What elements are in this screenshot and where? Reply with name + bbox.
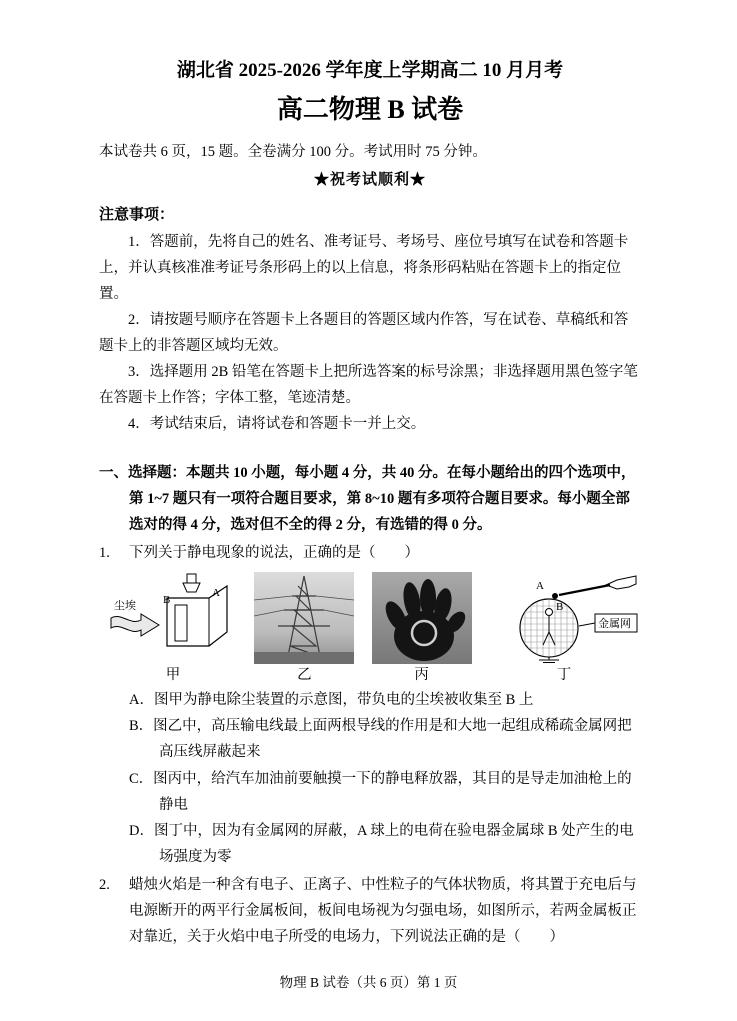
question-1-stem xyxy=(99,540,641,566)
question-2 xyxy=(99,872,641,950)
question-1 xyxy=(99,540,641,870)
dust-collector-figure xyxy=(109,572,237,664)
question-1-text: 下列关于静电现象的说法，正确的是（ ） xyxy=(129,544,419,561)
question-2-stem xyxy=(99,872,641,950)
notice-item-2: 2．请按题号顺序在答题卡上各题目的答题区域内作答，写在试卷、草稿纸和答题卡上的非答题区域均无效。 xyxy=(99,312,629,355)
figure-bing xyxy=(372,572,472,685)
ding-label-b: B xyxy=(555,600,564,613)
jia-label-b: B xyxy=(163,593,171,606)
exam-info-line: 本试卷共 6 页，15 题。全卷满分 100 分。考试用时 75 分钟。 xyxy=(99,143,487,160)
figure-bing-caption: 丙 xyxy=(414,666,429,683)
figure-jia-caption: 甲 xyxy=(165,666,181,683)
electroscope-figure xyxy=(489,572,639,664)
figure-jia xyxy=(109,572,237,685)
notice-heading: 注意事项： xyxy=(99,206,175,223)
figure-yi-caption: 乙 xyxy=(297,666,312,683)
notice-item-1: 1．答题前，先将自己的姓名、准考证号、考场号、座位号填写在试卷和答题卡上，并认真核准准考证号条形码上的以上信息，将条形码粘贴在答题卡上的指定位置。 xyxy=(99,233,629,303)
transmission-tower-figure xyxy=(254,572,354,664)
figure-ding xyxy=(489,572,639,685)
question-1-option-c: C．图丙中，给汽车加油前要触摸一下的静电释放器，其目的是导走加油枪上的静电 xyxy=(129,770,632,813)
question-2-text: 蜡烛火焰是一种含有电子、正离子、中性粒子的气体状物质，将其置于充电后与电源断开的两平行金属板间，板间电场视为匀强电场，如图所示，若两金属板正对靠近，关于火焰中电子所受的电场力，下列说法正确的是（ ） xyxy=(129,876,637,946)
glove-figure xyxy=(372,572,472,664)
page-footer: 物理 B 试卷（共 6 页）第 1 页 xyxy=(279,974,458,990)
question-1-figures xyxy=(109,572,639,685)
figure-ding-caption: 丁 xyxy=(556,666,572,683)
exam-title: 湖北省 2025-2026 学年度上学期高二 10 月月考 xyxy=(176,60,564,81)
ding-label-a: A xyxy=(535,579,544,592)
exam-subtitle: 高二物理 B 试卷 xyxy=(276,94,464,124)
notice-item-4: 4．考试结束后，请将试卷和答题卡一并上交。 xyxy=(128,416,426,433)
question-1-option-a: A．图甲为静电除尘装置的示意图，带负电的尘埃被收集至 B 上 xyxy=(129,692,534,709)
question-1-option-d: D．图丁中，因为有金属网的屏蔽，A 球上的电荷在验电器金属球 B 处产生的电场强度为零 xyxy=(129,822,634,865)
jia-dust-label: 尘埃 xyxy=(114,599,136,612)
question-1-option-b: B．图乙中，高压输电线最上面两根导线的作用是和大地一起组成稀疏金属网把高压线屏蔽起来 xyxy=(129,718,632,761)
question-1-number: 1. xyxy=(99,544,110,561)
section-choice-heading: 一、选择题：本题共 10 小题，每小题 4 分，共 40 分。在每小题给出的四个选项中，第 1~7 题只有一项符合题目要求，第 8~10 题有多项符合题目要求。每小题全部选对的得 4 分，选对但不全的得 2 分，有选错的得 0 分。 xyxy=(99,464,636,533)
notice-item-3: 3．选择题用 2B 铅笔在答题卡上把所选答案的标号涂黑；非选择题用黑色签字笔在答题卡上作答；字体工整，笔迹清楚。 xyxy=(99,364,638,407)
exam-wish-line: ★祝考试顺利★ xyxy=(313,171,426,188)
question-2-number: 2. xyxy=(99,876,110,893)
ding-net-label: 金属网 xyxy=(597,617,631,630)
jia-label-a: A xyxy=(212,586,220,599)
figure-yi xyxy=(254,572,354,685)
